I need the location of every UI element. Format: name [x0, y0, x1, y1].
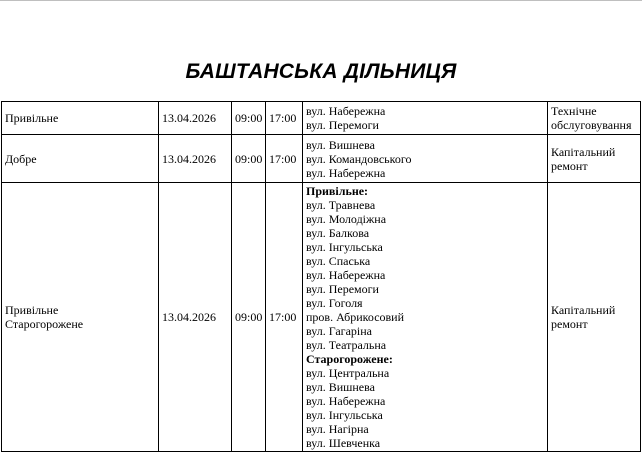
street: вул. Набережна: [306, 394, 386, 408]
outage-schedule-table: [1, 101, 641, 452]
work-type-line: Капітальний: [551, 144, 616, 159]
street: пров. Абрикосовий: [306, 310, 405, 324]
street: вул. Спаська: [306, 254, 371, 268]
locality-cell: [2, 135, 159, 183]
date-cell: 13.04.2026: [159, 102, 232, 135]
top-rule: [0, 0, 642, 1]
start-time-cell: 09:00: [232, 102, 266, 135]
street: вул. Молодіжна: [306, 212, 387, 226]
locality-name: Добре: [5, 151, 37, 166]
street: вул. Центральна: [306, 366, 390, 380]
page-title: БАШТАНСЬКА ДІЛЬНИЦЯ: [185, 60, 457, 83]
table-row: [2, 183, 641, 452]
date-cell: 13.04.2026: [159, 183, 232, 452]
street: вул. Набережна: [306, 165, 386, 180]
section-heading: Привільне:: [306, 184, 369, 198]
work-type-line: ремонт: [551, 158, 588, 173]
street: вул. Шевченка: [306, 436, 381, 450]
street: вул. Вишнева: [306, 380, 375, 394]
locality-name: Старогорожене: [5, 317, 84, 331]
street: вул. Нагірна: [306, 422, 369, 436]
date-cell: 13.04.2026: [159, 135, 232, 183]
locality-name: Привільне: [5, 303, 59, 317]
start-time-cell: 09:00: [232, 183, 266, 452]
section-heading: Старогорожене:: [306, 352, 393, 366]
street: вул. Травнева: [306, 198, 376, 212]
street: вул. Набережна: [306, 268, 386, 282]
street: вул. Набережна: [306, 104, 386, 118]
street: вул. Інгульська: [306, 240, 383, 254]
locality-cell: [2, 102, 159, 135]
street: вул. Командовського: [306, 151, 412, 166]
work-type-line: обслуговування: [551, 118, 632, 132]
street: вул. Гагаріна: [306, 324, 373, 338]
work-type-cell: [548, 135, 641, 183]
streets-cell: [303, 183, 548, 452]
work-type-line: ремонт: [551, 317, 588, 331]
street: вул. Інгульська: [306, 408, 383, 422]
start-time-cell: 09:00: [232, 135, 266, 183]
table-row: [2, 135, 641, 183]
streets-cell: [303, 102, 548, 135]
work-type-line: Технічне: [551, 104, 597, 118]
street: вул. Перемоги: [306, 118, 379, 132]
streets-cell: [303, 135, 548, 183]
end-time-cell: 17:00: [266, 135, 303, 183]
street: вул. Гоголя: [306, 296, 363, 310]
end-time-cell: 17:00: [266, 183, 303, 452]
street: вул. Вишнева: [306, 137, 375, 152]
work-type-cell: [548, 183, 641, 452]
street: вул. Театральна: [306, 338, 387, 352]
street: вул. Перемоги: [306, 282, 379, 296]
end-time-cell: 17:00: [266, 102, 303, 135]
locality-cell: [2, 183, 159, 452]
work-type-line: Капітальний: [551, 303, 616, 317]
table-row: [2, 102, 641, 135]
locality-name: Привільне: [5, 111, 59, 125]
work-type-cell: [548, 102, 641, 135]
street: вул. Балкова: [306, 226, 370, 240]
